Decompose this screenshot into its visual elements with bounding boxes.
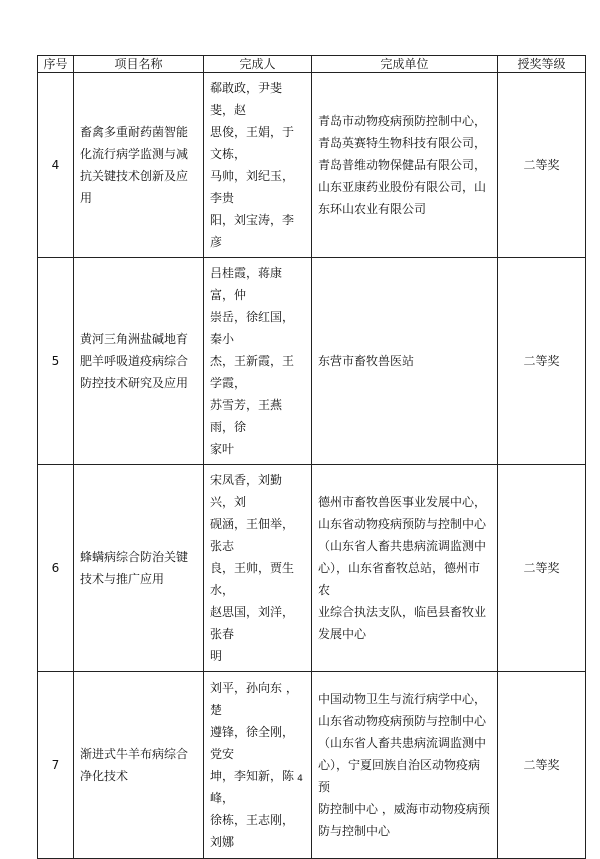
award-table	[37, 55, 586, 859]
table-header-row	[38, 56, 586, 73]
row-number: 6	[38, 465, 74, 672]
table-row	[38, 258, 586, 465]
header-people: 完成人	[204, 56, 312, 73]
completers: 刘平，孙向东 ，楚 遵锋，徐全刚，党安 坤，李知新，陈峰， 徐栋，王志刚，刘娜	[204, 672, 312, 859]
award-grade: 二等奖	[498, 465, 586, 672]
header-units: 完成单位	[312, 56, 498, 73]
project-name: 黄河三角洲盐碱地育 肥羊呼吸道疫病综合 防控技术研究及应用	[74, 258, 204, 465]
completing-units: 东营市畜牧兽医站	[312, 258, 498, 465]
table-row	[38, 465, 586, 672]
project-name: 渐进式牛羊布病综合 净化技术	[74, 672, 204, 859]
page-number: 4	[297, 774, 303, 784]
award-grade: 二等奖	[498, 258, 586, 465]
completers: 吕桂霞，蒋康富，仲 崇岳，徐红国，秦小 杰，王新霞，王学霞， 苏雪芳，王燕雨，徐 家叶	[204, 258, 312, 465]
row-number: 4	[38, 73, 74, 258]
award-grade: 二等奖	[498, 672, 586, 859]
completing-units: 青岛市动物疫病预防控制中心， 青岛英赛特生物科技有限公司， 青岛普维动物保健品有限公司， 山东亚康药业股份有限公司，山 东环山农业有限公司	[312, 73, 498, 258]
completers: 郗敢政，尹斐斐，赵 思俊，王娟，于文栋， 马帅，刘纪玉，李贵 阳，刘宝涛，李彦	[204, 73, 312, 258]
header-grade: 授奖等级	[498, 56, 586, 73]
row-number: 5	[38, 258, 74, 465]
project-name: 蜂螨病综合防治关键 技术与推广应用	[74, 465, 204, 672]
header-project: 项目名称	[74, 56, 204, 73]
project-name: 畜禽多重耐药菌智能 化流行病学监测与减 抗关键技术创新及应 用	[74, 73, 204, 258]
completing-units: 中国动物卫生与流行病学中心， 山东省动物疫病预防与控制中心 （山东省人畜共患病流调监测中 心），宁夏回族自治区动物疫病预 防控制中心 ，威海市动物疫病预 防与控制中心	[312, 672, 498, 859]
table-row	[38, 672, 586, 859]
table-row	[38, 73, 586, 258]
completers: 宋凤香，刘勤兴，刘 砚涵，王佃举，张志 良，王帅，贾生水， 赵思国，刘洋，张春 明	[204, 465, 312, 672]
award-grade: 二等奖	[498, 73, 586, 258]
header-seq: 序号	[38, 56, 74, 73]
row-number: 7	[38, 672, 74, 859]
completing-units: 德州市畜牧兽医事业发展中心， 山东省动物疫病预防与控制中心 （山东省人畜共患病流调监测中 心），山东省畜牧总站，德州市农 业综合执法支队，临邑县畜牧业 发展中心	[312, 465, 498, 672]
